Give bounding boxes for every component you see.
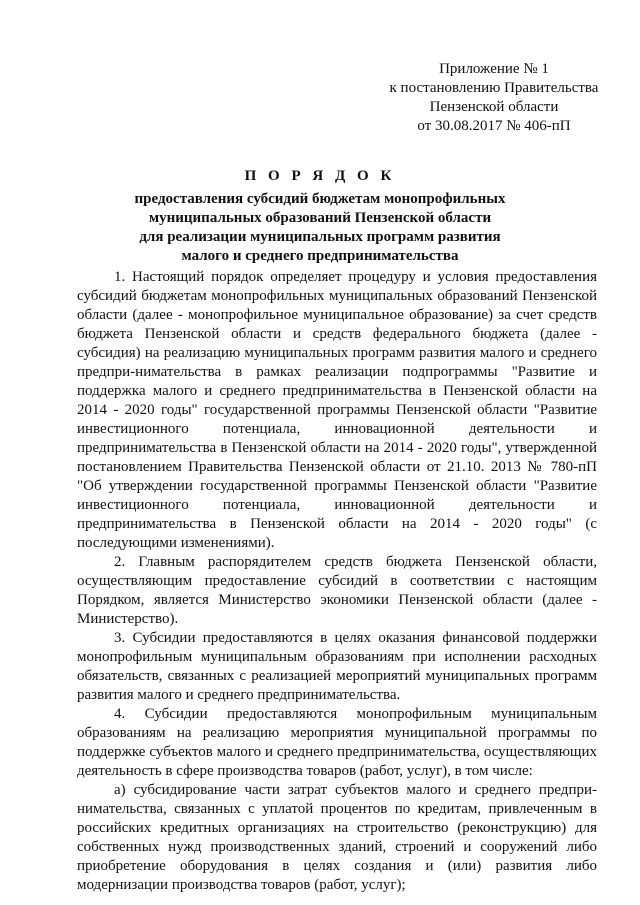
paragraph-4a: а) субсидирование части затрат субъектов малого и среднего предпри-нимательства, связанных с уплатой процентов по кредитам, привлеченным в российских кредитных организациях на строительство (реконструкцию) для собственных нужд производственных зданий, строений и сооружений либо приобретение оборудования в целях создания и (или) развития либо модернизации производства товаров (работ, услуг); [77, 782, 597, 893]
paragraph-3: 3. Субсидии предоставляются в целях оказания финансовой поддержки монопрофильным муниципальным образованиям при исполнении расходных обязательств, связанных с реализацией мероприятий муниципальных программ развития малого и среднего предпринимательства. [77, 630, 597, 703]
appendix-line: от 30.08.2017 № 406-пП [417, 118, 571, 134]
title-subtitle-line: малого и среднего предпринимательства [181, 248, 459, 264]
paragraph-2: 2. Главным распорядителем средств бюджета Пензенской области, осуществляющим предоставление субсидий в соответствии с настоящим Порядком, является Министерство экономики Пензенской области (далее - Министерство). [77, 554, 597, 627]
document-title [90, 167, 550, 266]
title-heading: П О Р Я Д О К [244, 168, 396, 184]
paragraph-4: 4. Субсидии предоставляются монопрофильным муниципальным образованиям на реализацию мероприятия муниципальной программы по поддержке субъектов малого и среднего предпринимательства, осуществляющих деятельность в сфере производства товаров (работ, услуг), в том числе: [77, 706, 597, 779]
appendix-note [360, 60, 628, 136]
title-subtitle-line: муниципальных образований Пензенской области [148, 210, 492, 226]
paragraph-1: 1. Настоящий порядок определяет процедуру и условия предоставления субсидий бюджетам монопрофильных муниципальных образований Пензенской области (далее - монопрофильное муниципальное образование) за счет средств бюджета Пензенской области и средств федерального бюджета (далее - субсидия) на реализацию муниципальных программ развития малого и среднего предпри-нимательства в рамках реализации подпрограммы "Развитие и поддержка малого и среднего предпринимательства в Пензенской области на 2014 - 2020 годы" государственной программы Пензенской области "Развитие инвестиционного потенциала, инновационной деятельности и предпринимательства в Пензенской области на 2014 - 2020 годы", утвержденной постановлением Правительства Пензенской области от 21.10. 2013 № 780-пП "Об утверждении государственной программы Пензенской области "Развитие инвестиционного потенциала, инновационной деятельности и предпринимательства в Пензенской области на 2014 - 2020 годы" (с последующими изменениями). [77, 269, 597, 551]
appendix-line: к постановлению Правительства [389, 80, 599, 96]
appendix-line: Приложение № 1 [439, 61, 549, 77]
title-subtitle-line: предоставления субсидий бюджетам монопрофильных [134, 191, 506, 207]
title-subtitle-line: для реализации муниципальных программ развития [139, 229, 501, 245]
appendix-line: Пензенской области [429, 99, 559, 115]
document-body [77, 268, 597, 895]
